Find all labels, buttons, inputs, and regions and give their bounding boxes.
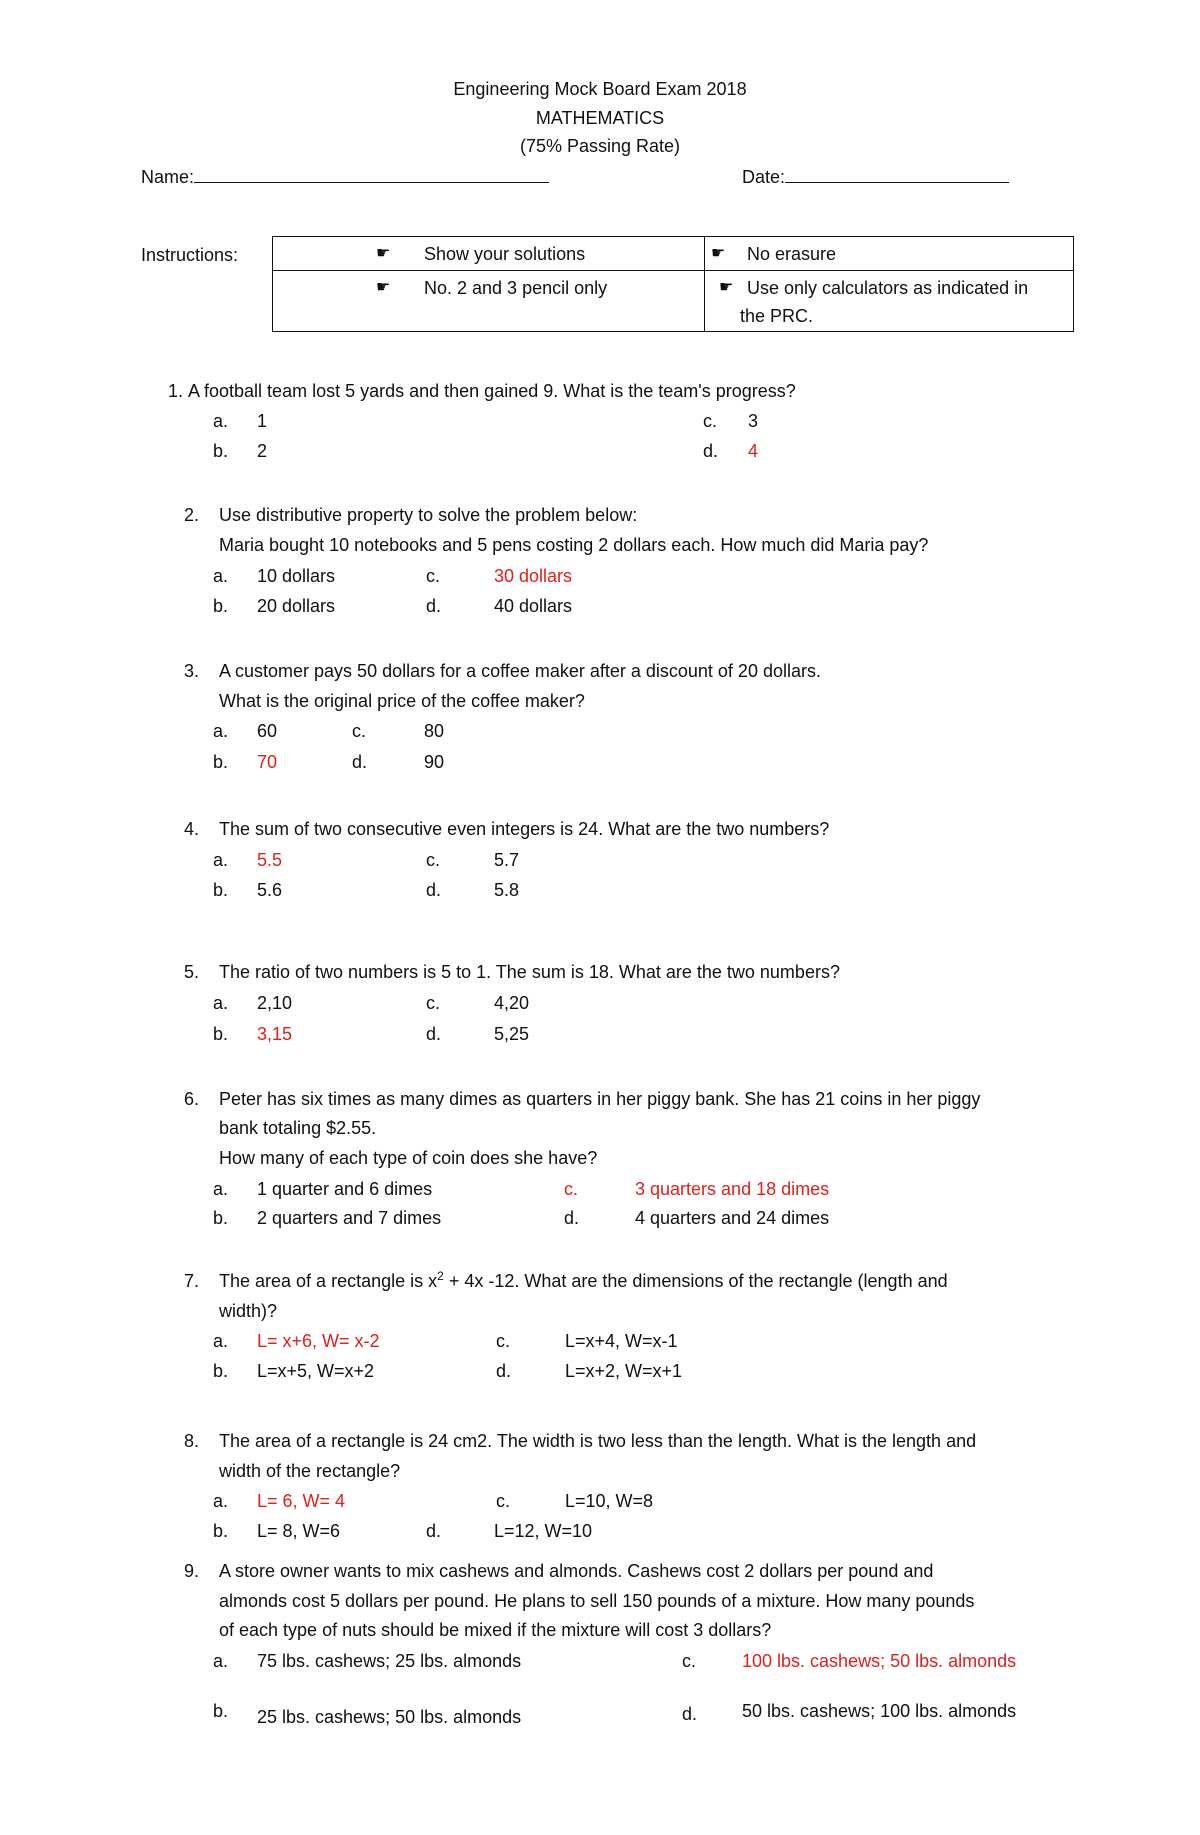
choice-label: a. [213,850,229,870]
choice-label: c. [703,411,718,431]
choice-text[interactable]: L=12, W=10 [494,1521,593,1541]
name-label: Name: [141,167,195,187]
choice-text[interactable]: 75 lbs. cashews; 25 lbs. almonds [257,1651,522,1671]
choice-label: a. [213,1179,229,1199]
question-text: width of the rectangle? [219,1461,401,1481]
choice-label: d. [426,880,442,900]
choice-label: b. [213,1361,229,1381]
question-text: almonds cost 5 dollars per pound. He plans to sell 150 pounds of a mixture. How many pounds [219,1591,975,1611]
question-number: 7. [184,1271,200,1291]
instruction-calculators: Use only calculators as indicated in [747,278,1029,299]
question-text: The ratio of two numbers is 5 to 1. The sum is 18. What are the two numbers? [219,962,840,982]
question-text: width)? [219,1301,278,1321]
date-line [785,164,1009,183]
hand-pointer-icon: ☛ [711,245,726,262]
choice-text[interactable]: 5.6 [257,880,283,900]
choice-text[interactable]: 4 quarters and 24 dimes [635,1208,830,1228]
choice-text[interactable]: 80 [424,721,445,741]
choice-text[interactable]: 20 dollars [257,596,336,616]
choice-label: a. [213,1331,229,1351]
name-field[interactable] [141,164,549,188]
question-text: A store owner wants to mix cashews and almonds. Cashews cost 2 dollars per pound and [219,1561,934,1581]
choice-text-answer[interactable]: 3 quarters and 18 dimes [635,1179,830,1199]
choice-label: a. [213,993,229,1013]
choice-text-answer[interactable]: L= x+6, W= x-2 [257,1331,380,1351]
passing-rate: (75% Passing Rate) [519,136,681,156]
choice-label: d. [682,1704,698,1724]
choice-text[interactable]: 1 quarter and 6 dimes [257,1179,433,1199]
choice-text[interactable]: L=x+2, W=x+1 [565,1361,683,1381]
choice-text-answer[interactable]: 4 [748,441,759,461]
question-text: bank totaling $2.55. [219,1118,377,1138]
choice-text[interactable]: 3 [748,411,759,431]
name-line [194,164,549,183]
question-text: Peter has six times as many dimes as quarters in her piggy bank. She has 21 coins in her piggy [219,1089,981,1109]
choice-text[interactable]: 2 [257,441,268,461]
question-number: 6. [184,1089,200,1109]
choice-label: a. [213,411,229,431]
choice-label: b. [213,1701,229,1721]
choice-text-answer[interactable]: 70 [257,752,278,772]
instruction-show-solutions: Show your solutions [424,244,586,264]
choice-text[interactable]: 5.7 [494,850,520,870]
question-text: What is the original price of the coffee maker? [219,691,585,711]
choice-text[interactable]: 40 dollars [494,596,573,616]
choice-text[interactable]: L=x+4, W=x-1 [565,1331,678,1351]
choice-label: b. [213,880,229,900]
choice-text[interactable]: 90 [424,752,445,772]
choice-label: d. [496,1361,512,1381]
choice-label: b. [213,596,229,616]
question-number: 3. [184,661,200,681]
choice-label: b. [213,1521,229,1541]
choice-label: d. [352,752,368,772]
choice-label: c. [426,850,441,870]
instruction-calculators-cont: the PRC. [740,306,814,327]
question-text: A football team lost 5 yards and then gained 9. What is the team's progress? [188,381,796,401]
choice-label: a. [213,1651,229,1671]
choice-text[interactable]: 60 [257,721,278,741]
question-text: How many of each type of coin does she have? [219,1148,598,1168]
choice-text-answer[interactable]: 30 dollars [494,566,573,586]
choice-text[interactable]: 50 lbs. cashews; 100 lbs. almonds [742,1701,1017,1721]
choice-text[interactable]: 4,20 [494,993,530,1013]
exam-subject: MATHEMATICS [535,108,665,128]
instructions-label: Instructions: [141,245,239,265]
choice-text[interactable]: L=x+5, W=x+2 [257,1361,375,1381]
choice-label: c. [426,566,441,586]
choice-label: b. [213,1024,229,1044]
choice-text[interactable]: 2,10 [257,993,293,1013]
choice-text-answer[interactable]: 5.5 [257,850,283,870]
choice-text[interactable]: 1 [257,411,268,431]
choice-label: b. [213,441,229,461]
question-number: 1. [168,381,184,401]
choice-text-answer[interactable]: 100 lbs. cashews; 50 lbs. almonds [742,1651,1017,1671]
choice-label: a. [213,566,229,586]
choice-label: d. [703,441,719,461]
choice-text-answer[interactable]: L= 6, W= 4 [257,1491,346,1511]
question-number: 8. [184,1431,200,1451]
choice-label: d. [426,1024,442,1044]
choice-label: a. [213,1491,229,1511]
choice-text[interactable]: L=10, W=8 [565,1491,654,1511]
choice-label: d. [564,1208,580,1228]
choice-text[interactable]: 2 quarters and 7 dimes [257,1208,442,1228]
question-text: Use distributive property to solve the problem below: [219,505,638,525]
question-text: The area of a rectangle is $x^2 + 4x$ -12. What are the dimensions of the rectangle (length and [219,1269,948,1291]
question-number: 5. [184,962,200,982]
choice-label: b. [213,752,229,772]
choice-label: a. [213,721,229,741]
question-number: 9. [184,1561,200,1581]
choice-label: d. [426,596,442,616]
choice-label: c. [352,721,367,741]
choice-text[interactable]: 5.8 [494,880,520,900]
choice-label: d. [426,1521,442,1541]
date-field[interactable] [742,164,1009,188]
choice-text[interactable]: L= 8, W=6 [257,1521,341,1541]
choice-label: b. [213,1208,229,1228]
hand-pointer-icon: ☛ [376,245,391,262]
choice-label: c. [564,1179,579,1199]
choice-label: c. [426,993,441,1013]
question-text: A customer pays 50 dollars for a coffee maker after a discount of 20 dollars. [219,661,821,681]
question-number: 2. [184,505,200,525]
choice-text-answer[interactable]: 3,15 [257,1024,293,1044]
choice-label: c. [496,1331,511,1351]
instruction-no-erasure: No erasure [747,244,837,264]
question-text: of each type of nuts should be mixed if the mixture will cost 3 dollars? [219,1620,772,1640]
choice-text[interactable]: 25 lbs. cashews; 50 lbs. almonds [257,1707,522,1727]
instructions-table [272,236,1074,332]
question-text: The area of a rectangle is 24 cm2. The width is two less than the length. What is the length and [219,1431,977,1451]
choice-label: c. [496,1491,511,1511]
question-text: The sum of two consecutive even integers is 24. What are the two numbers? [219,819,830,839]
hand-pointer-icon: ☛ [376,279,391,297]
choice-text[interactable]: 5,25 [494,1024,530,1044]
date-label: Date: [742,167,786,187]
exam-title: Engineering Mock Board Exam 2018 [453,79,747,99]
question-text: Maria bought 10 notebooks and 5 pens costing 2 dollars each. How much did Maria pay? [219,535,929,555]
instruction-pencil: No. 2 and 3 pencil only [424,278,608,299]
choice-label: c. [682,1651,697,1671]
choice-text[interactable]: 10 dollars [257,566,336,586]
hand-pointer-icon: ☛ [719,279,734,297]
question-number: 4. [184,819,200,839]
